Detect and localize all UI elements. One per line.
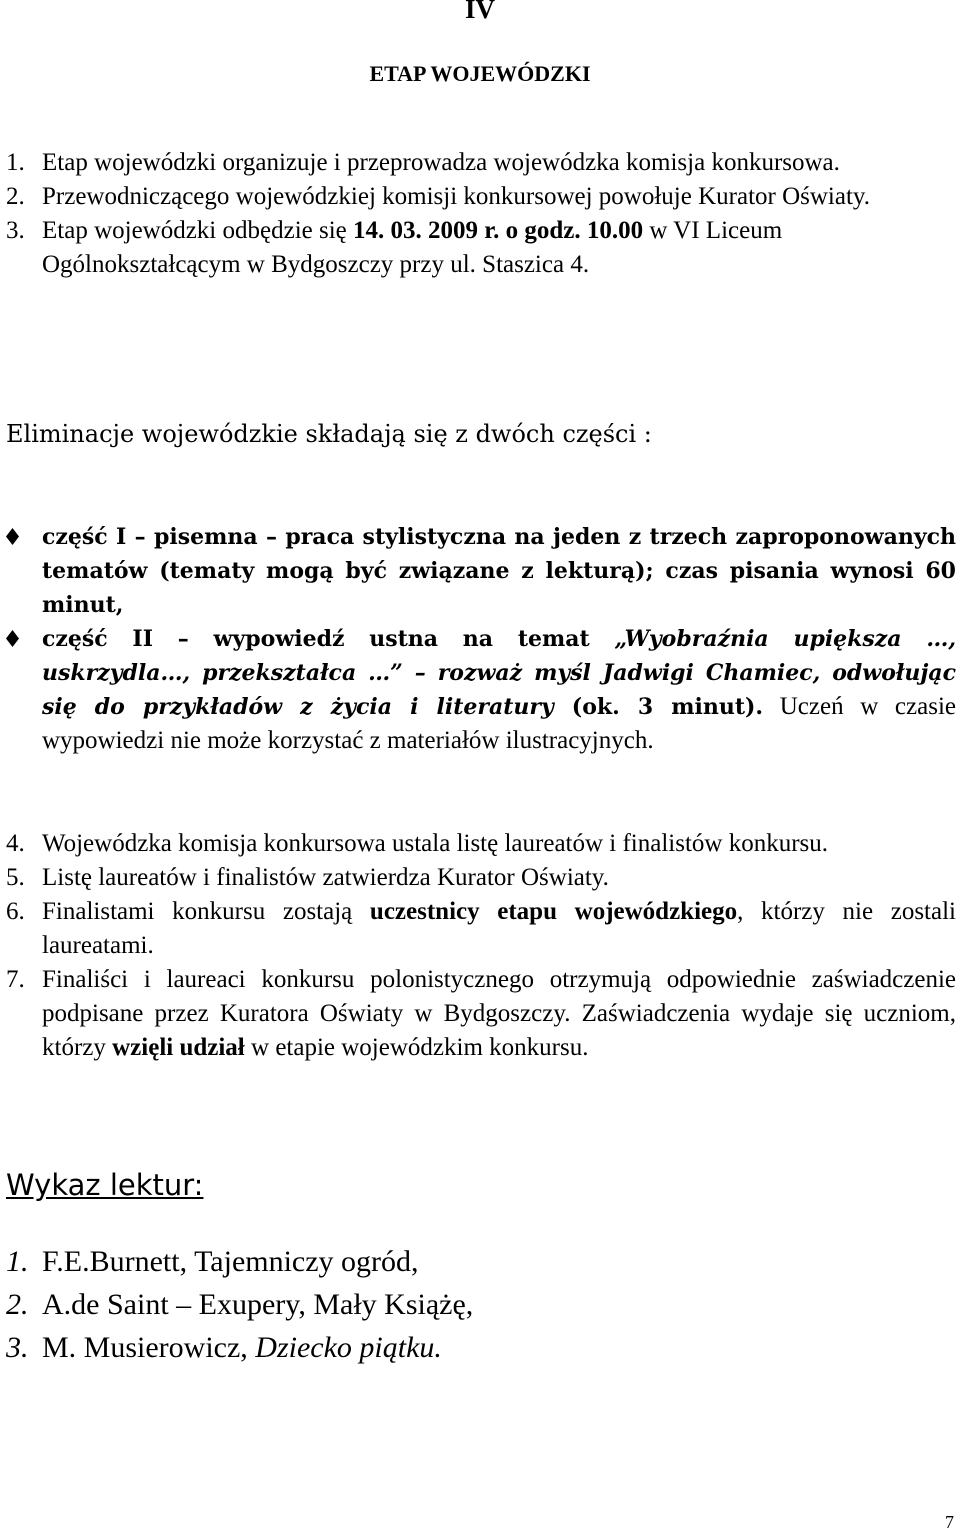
page-title: ETAP WOJEWÓDZKI <box>369 61 591 86</box>
list-item <box>6 622 956 758</box>
book-title: Mały Książę, <box>313 1288 474 1321</box>
list-item-number: 4. <box>6 830 25 857</box>
rules-list-part1 <box>6 146 956 282</box>
list-item-number: 5. <box>6 864 25 891</box>
reading-list-item <box>6 1326 473 1369</box>
part-two-prefix: część II – wypowiedź ustna na temat <box>42 626 615 652</box>
list-item-text: Przewodniczącego wojewódzkiej komisji konkursowej powołuje Kurator Oświaty. <box>42 183 871 210</box>
list-item-number: 3. <box>6 217 25 244</box>
rules-list-part2 <box>6 827 956 1065</box>
book-title: Dziecko piątku. <box>255 1331 442 1364</box>
list-item-number: 6. <box>6 898 25 925</box>
list-item-bold: wzięli udział <box>112 1034 245 1061</box>
exam-date-time: 14. 03. 2009 r. o godz. 10.00 <box>353 217 644 244</box>
eliminations-intro: Eliminacje wojewódzkie składają się z dwóch części : <box>6 420 652 448</box>
list-item-text-rest: w VI Liceum Ogólnokształcącym w Bydgoszczy przy ul. Staszica 4. <box>42 217 783 278</box>
diamond-bullet-icon <box>6 528 19 545</box>
list-item-number: 1. <box>6 1245 29 1278</box>
list-item-text: Wojewódzka komisja konkursowa ustala listę laureatów i finalistów konkursu. <box>42 830 829 857</box>
list-item <box>6 895 956 963</box>
reading-list-item <box>6 1240 473 1283</box>
list-item-text: Finalistami konkursu zostają <box>42 898 370 925</box>
page-number: 7 <box>945 1512 954 1532</box>
list-item <box>6 180 956 214</box>
diamond-bullet-icon <box>6 630 19 647</box>
list-item <box>6 827 956 861</box>
list-item-text: Etap wojewódzki odbędzie się <box>42 217 354 244</box>
book-title: Tajemniczy ogród, <box>194 1245 419 1278</box>
list-item <box>6 146 956 180</box>
book-author: F.E.Burnett, <box>42 1245 195 1278</box>
part-two-duration: (ok. 3 minut). <box>553 694 764 720</box>
list-item-number: 2. <box>6 1288 29 1321</box>
part-one-text: część I – pisemna – praca stylistyczna na jeden z trzech zaproponowanych tematów (tematy mogą być związane z lekturą); czas pisania wynosi 60 minut, <box>42 524 956 618</box>
book-author: M. Musierowicz, <box>42 1331 256 1364</box>
list-item-text-rest: , którzy nie zostali laureatami. <box>42 898 956 959</box>
reading-list <box>6 1240 473 1369</box>
reading-list-heading: Wykaz lektur: <box>6 1168 204 1202</box>
reading-list-item <box>6 1283 473 1326</box>
list-item-number: 2. <box>6 183 25 210</box>
list-item <box>6 520 956 622</box>
list-item-number: 1. <box>6 149 25 176</box>
section-number: IV <box>464 0 495 24</box>
list-item-text: Finaliści i laureaci konkursu polonistycznego otrzymują odpowiednie zaświadczenie podpisane przez Kuratora Oświaty w Bydgoszczy. Zaświadczenia wydaje się uczniom, którzy <box>42 966 956 1061</box>
list-item-bold: uczestnicy etapu wojewódzkiego <box>369 898 738 925</box>
book-author: A.de Saint – Exupery, <box>42 1288 314 1321</box>
part-two-topic: „Wyobraźnia upiększa …, uskrzydla…, przekształca …” – rozważ myśl Jadwigi Chamiec, odwołując się do przykładów z życia i literatury <box>42 626 956 720</box>
part-two-note: Uczeń w czasie wypowiedzi nie może korzystać z materiałów ilustracyjnych. <box>42 693 956 754</box>
list-item <box>6 963 956 1065</box>
list-item <box>6 861 956 895</box>
list-item <box>6 214 956 282</box>
list-item-text: Etap wojewódzki organizuje i przeprowadza wojewódzka komisja konkursowa. <box>42 149 840 176</box>
list-item-number: 7. <box>6 966 25 993</box>
eliminations-parts <box>6 520 956 758</box>
list-item-text: Listę laureatów i finalistów zatwierdza Kurator Oświaty. <box>42 864 609 891</box>
list-item-text-rest: w etapie wojewódzkim konkursu. <box>244 1034 589 1061</box>
list-item-number: 3. <box>6 1331 29 1364</box>
